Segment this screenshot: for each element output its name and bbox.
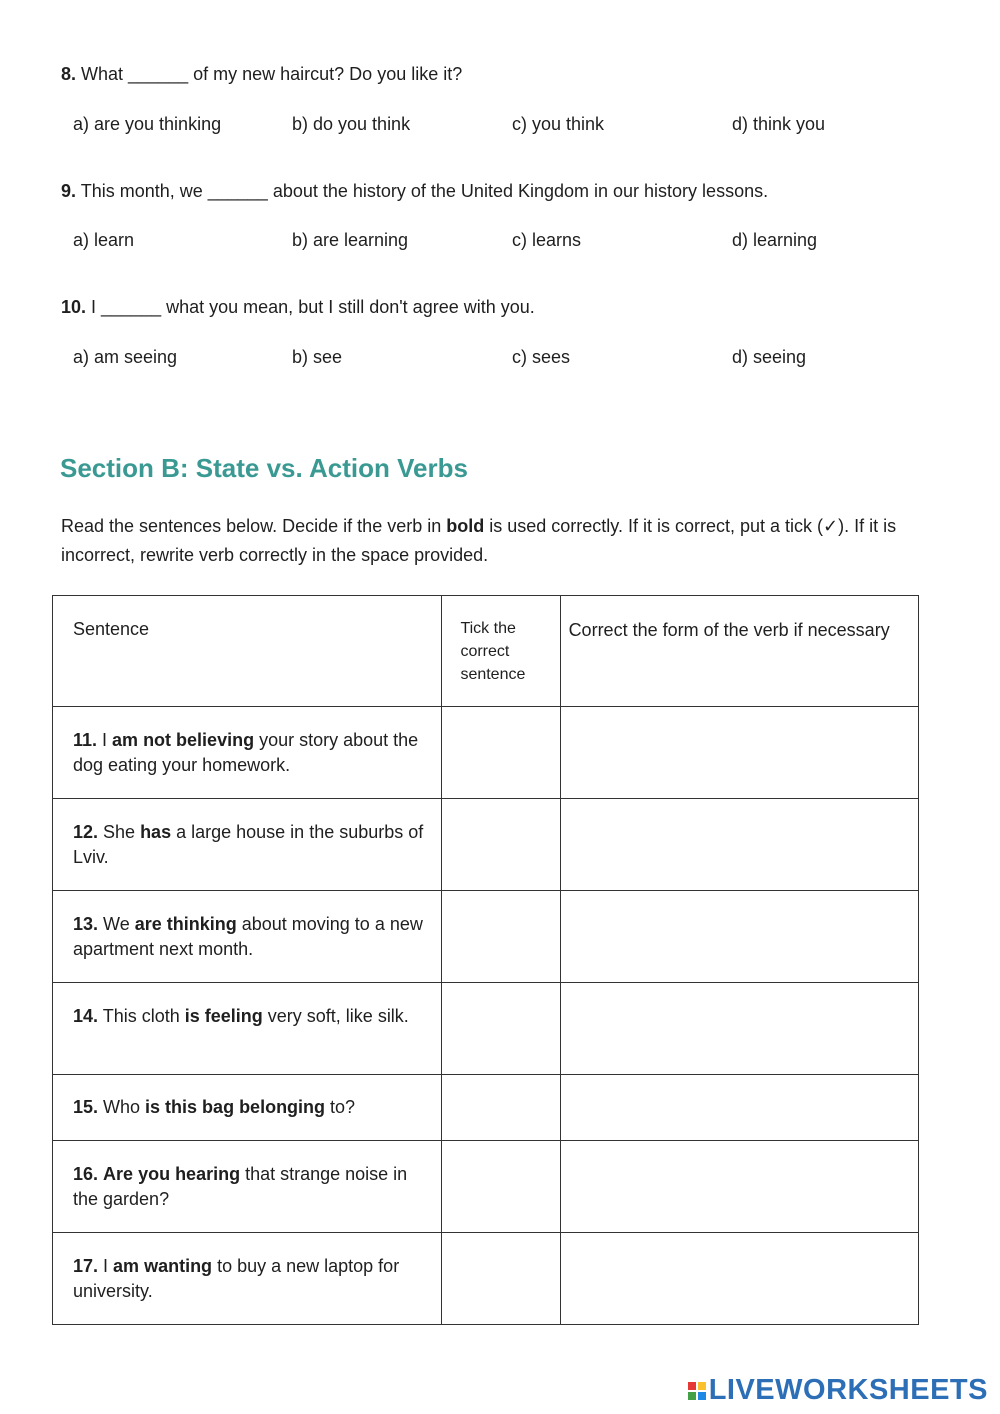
sentence-cell — [53, 1075, 442, 1141]
sentence-verb: is feeling — [184, 1006, 263, 1026]
sentence-cell — [53, 707, 442, 799]
sentence-number: 13. — [73, 914, 99, 934]
sentence-pre: I — [98, 1256, 114, 1276]
option-b: b) do you think — [292, 114, 411, 134]
sentence-pre: She — [98, 822, 141, 842]
sentence-number: 14. — [73, 1006, 99, 1026]
option-d: d) learning — [732, 230, 818, 250]
table-row — [53, 799, 919, 891]
sentence-pre: I — [97, 730, 113, 750]
header-sentence: Sentence — [53, 596, 442, 707]
header-correction: Correct the form of the verb if necessary — [560, 596, 918, 707]
sentence-verb: has — [140, 822, 172, 842]
table-row — [53, 1141, 919, 1233]
question-number: 8. — [61, 64, 77, 84]
tick-cell[interactable] — [442, 1233, 560, 1325]
sentence-post: very soft, like silk. — [262, 1006, 409, 1026]
instructions-text-continued: is used correctly. If it is correct, put a tick (✓). If it is incorrect, rewrite verb correctly in the space provided. — [61, 516, 897, 565]
question-text: This month, we ______ about the history of the United Kingdom in our history lessons. — [80, 181, 769, 201]
sentence-verb: Are you hearing — [103, 1164, 241, 1184]
sentence-pre: We — [98, 914, 135, 934]
section-b-title: Section B: State vs. Action Verbs — [60, 453, 468, 483]
option-d: d) seeing — [732, 347, 807, 367]
sentence-post: to? — [325, 1097, 356, 1117]
tick-cell[interactable] — [442, 891, 560, 983]
sentence-pre: This cloth — [98, 1006, 185, 1026]
correction-cell[interactable] — [560, 983, 918, 1075]
option-b: b) see — [292, 347, 343, 367]
option-a: a) am seeing — [73, 347, 178, 367]
correction-cell[interactable] — [560, 891, 918, 983]
table-row — [53, 707, 919, 799]
instructions-bold-word: bold — [446, 516, 485, 536]
question-number: 9. — [61, 181, 77, 201]
option-a: a) are you thinking — [73, 114, 222, 134]
sentence-verb: am not believing — [112, 730, 255, 750]
logo-text: LIVEWORKSHEETS — [708, 1374, 988, 1406]
logo-square-green — [688, 1392, 696, 1400]
logo-square-yellow — [698, 1382, 706, 1390]
sentence-number: 15. — [73, 1097, 99, 1117]
state-action-verbs-table — [52, 595, 919, 1325]
sentence-verb: is this bag belonging — [145, 1097, 326, 1117]
sentence-post: that strange noise in the garden? — [73, 1164, 408, 1209]
sentence-pre: Who — [98, 1097, 146, 1117]
tick-cell[interactable] — [442, 707, 560, 799]
sentence-post: to buy a new laptop for university. — [73, 1256, 400, 1301]
logo-mark-icon — [688, 1382, 706, 1400]
sentence-cell — [53, 891, 442, 983]
question-9 — [61, 181, 768, 202]
tick-cell[interactable] — [442, 1141, 560, 1233]
sentence-cell — [53, 1141, 442, 1233]
header-tick: Tick the correct sentence — [442, 596, 560, 707]
sentence-number: 12. — [73, 822, 99, 842]
question-text: I ______ what you mean, but I still don't agree with you. — [91, 297, 535, 317]
correction-cell[interactable] — [560, 1233, 918, 1325]
option-c: c) learns — [512, 230, 582, 250]
sentence-post: your story about the dog eating your homework. — [73, 730, 419, 775]
sentence-post: about moving to a new apartment next month. — [73, 914, 423, 959]
sentence-number: 11. — [73, 730, 98, 750]
option-a: a) learn — [73, 230, 135, 250]
logo-square-blue — [698, 1392, 706, 1400]
sentence-cell — [53, 1233, 442, 1325]
section-b-instructions — [61, 512, 951, 570]
instructions-text: Read the sentences below. Decide if the verb in — [61, 516, 447, 536]
correction-cell[interactable] — [560, 1075, 918, 1141]
tick-cell[interactable] — [442, 799, 560, 891]
tick-cell[interactable] — [442, 983, 560, 1075]
question-8 — [61, 64, 462, 85]
option-b: b) are learning — [292, 230, 409, 250]
sentence-number: 16. — [73, 1164, 99, 1184]
correction-cell[interactable] — [560, 707, 918, 799]
sentence-post: a large house in the suburbs of Lviv. — [73, 822, 424, 867]
question-number: 10. — [61, 297, 87, 317]
sentence-cell — [53, 983, 442, 1075]
sentence-verb: are thinking — [134, 914, 237, 934]
question-text: What ______ of my new haircut? Do you like it? — [81, 64, 463, 84]
option-c: c) sees — [512, 347, 571, 367]
sentence-cell — [53, 799, 442, 891]
option-d: d) think you — [732, 114, 826, 134]
tick-cell[interactable] — [442, 1075, 560, 1141]
liveworksheets-logo — [688, 1374, 988, 1407]
correction-cell[interactable] — [560, 1141, 918, 1233]
table-row — [53, 1075, 919, 1141]
table-row — [53, 1233, 919, 1325]
sentence-verb: am wanting — [113, 1256, 213, 1276]
option-c: c) you think — [512, 114, 605, 134]
sentence-number: 17. — [73, 1256, 99, 1276]
correction-cell[interactable] — [560, 799, 918, 891]
table-header-row — [53, 596, 919, 707]
table-row — [53, 983, 919, 1075]
question-10 — [61, 297, 535, 318]
table-row — [53, 891, 919, 983]
logo-square-red — [688, 1382, 696, 1390]
